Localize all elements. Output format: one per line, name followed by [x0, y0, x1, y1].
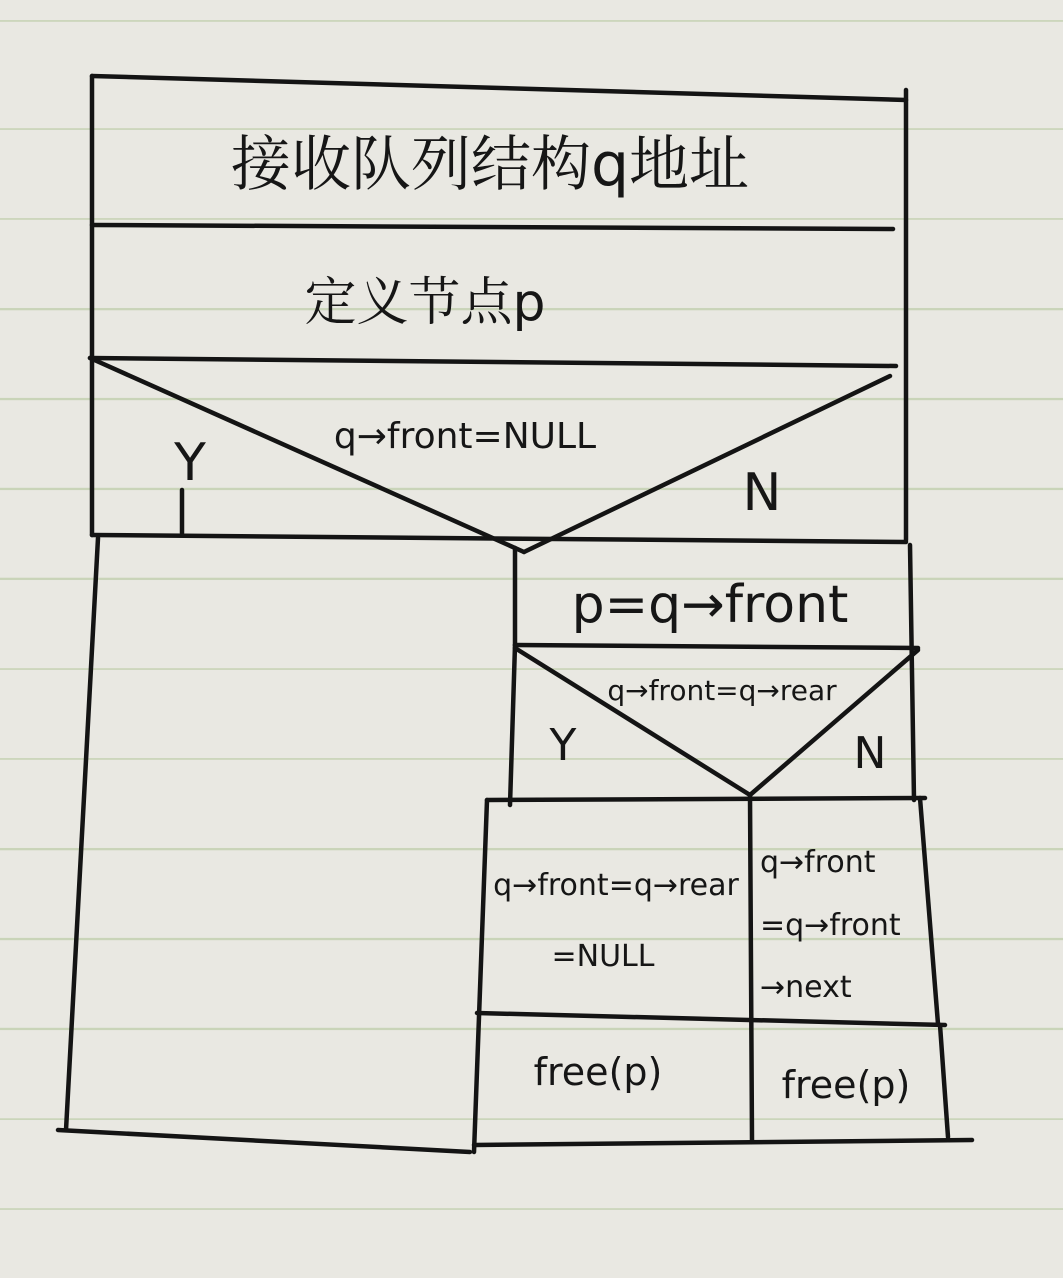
- decision-2-no-label: N: [853, 728, 887, 779]
- title-block-text: 接收队列结构q地址: [230, 130, 750, 200]
- decision-1-no-label: N: [742, 463, 782, 523]
- no-branch-free-text: free(p): [781, 1063, 911, 1107]
- decision-2-condition: q→front=q→rear: [607, 674, 837, 707]
- yes-branch-line-1: q→front=q→rear: [493, 868, 739, 903]
- yes-branch-line-2: =NULL: [551, 939, 655, 974]
- assign-block-text: p=q→front: [571, 575, 849, 635]
- no-branch-line-3: →next: [760, 970, 852, 1005]
- no-branch-line-2: =q→front: [760, 908, 901, 943]
- decision-1-condition: q→front=NULL: [333, 416, 597, 457]
- decision-2-yes-label: Y: [549, 720, 577, 771]
- yes-branch-free-text: free(p): [533, 1050, 663, 1094]
- no-branch-line-1: q→front: [760, 845, 876, 880]
- define-block-text: 定义节点p: [304, 273, 546, 333]
- decision-1-yes-label: Y: [174, 433, 206, 493]
